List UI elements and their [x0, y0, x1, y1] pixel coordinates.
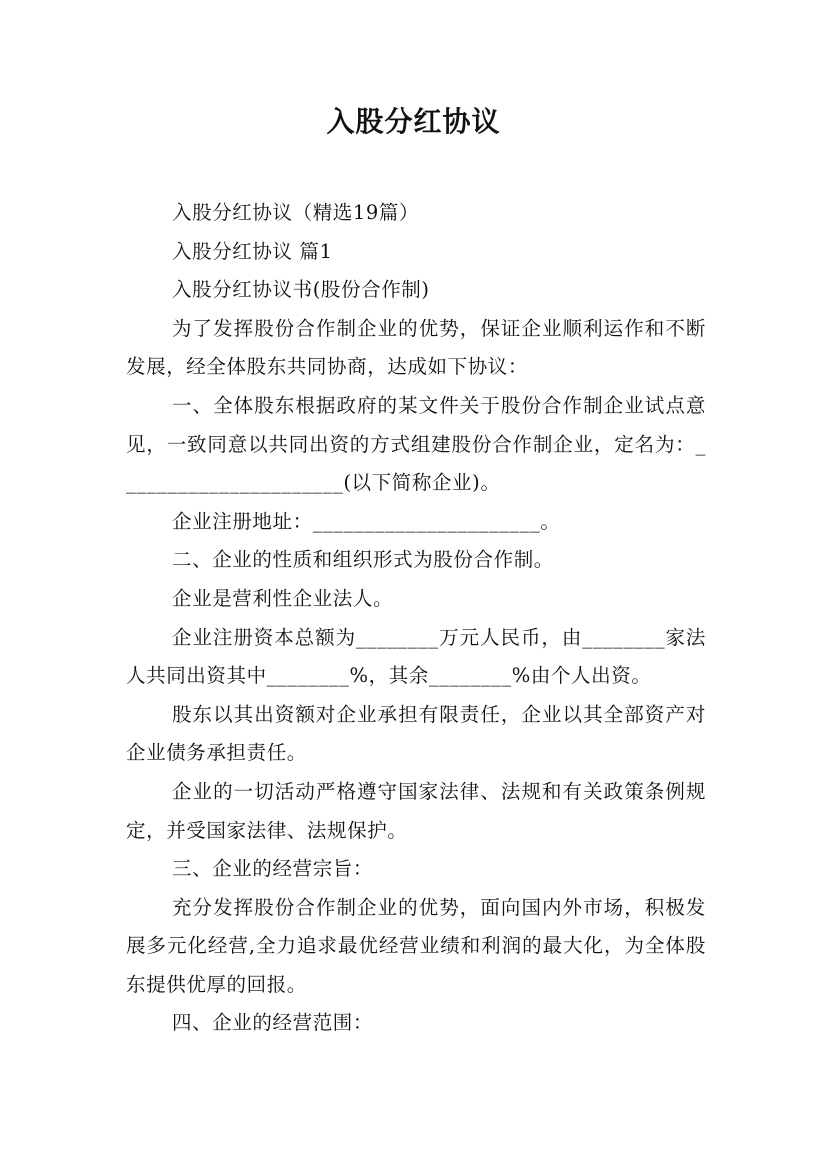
- paragraph-preamble: 为了发挥股份合作制企业的优势，保证企业顺利运作和不断发展，经全体股东共同协商，达成如下协议：: [126, 316, 706, 379]
- document-body: [126, 194, 706, 1043]
- paragraph-registered-address: 企业注册地址：______________________。: [172, 509, 561, 533]
- paragraph-clause-4: 四、企业的经营范围：: [172, 1011, 374, 1035]
- paragraph-compliance: 企业的一切活动严格遵守国家法律、法规和有关政策条例规定，并受国家法律、法规保护。: [126, 779, 706, 842]
- paragraph-section-heading: 入股分红协议 篇1: [172, 239, 333, 263]
- paragraph-registered-capital: 企业注册资本总额为________万元人民币，由________家法人共同出资其中________%，其余________%由个人出资。: [126, 625, 706, 688]
- paragraph-purpose: 充分发挥股份合作制企业的优势，面向国内外市场，积极发展多元化经营,全力追求最优经营业绩和利润的最大化，为全体股东提供优厚的回报。: [126, 895, 706, 996]
- paragraph-subtitle: 入股分红协议（精选19篇）: [172, 201, 420, 224]
- paragraph-legal-entity: 企业是营利性企业法人。: [172, 586, 394, 610]
- paragraph-agreement-name: 入股分红协议书(股份合作制): [172, 278, 430, 302]
- paragraph-clause-2: 二、企业的性质和组织形式为股份合作制。: [172, 548, 554, 572]
- paragraph-clause-3: 三、企业的经营宗旨：: [172, 857, 374, 881]
- paragraph-liability: 股东以其出资额对企业承担有限责任，企业以其全部资产对企业债务承担责任。: [126, 702, 706, 765]
- document-title: 入股分红协议: [326, 105, 501, 138]
- paragraph-clause-1: 一、全体股东根据政府的某文件关于股份合作制企业试点意见，一致同意以共同出资的方式组建股份合作制企业，定名为：______________________(以下简称企业)。: [126, 393, 706, 495]
